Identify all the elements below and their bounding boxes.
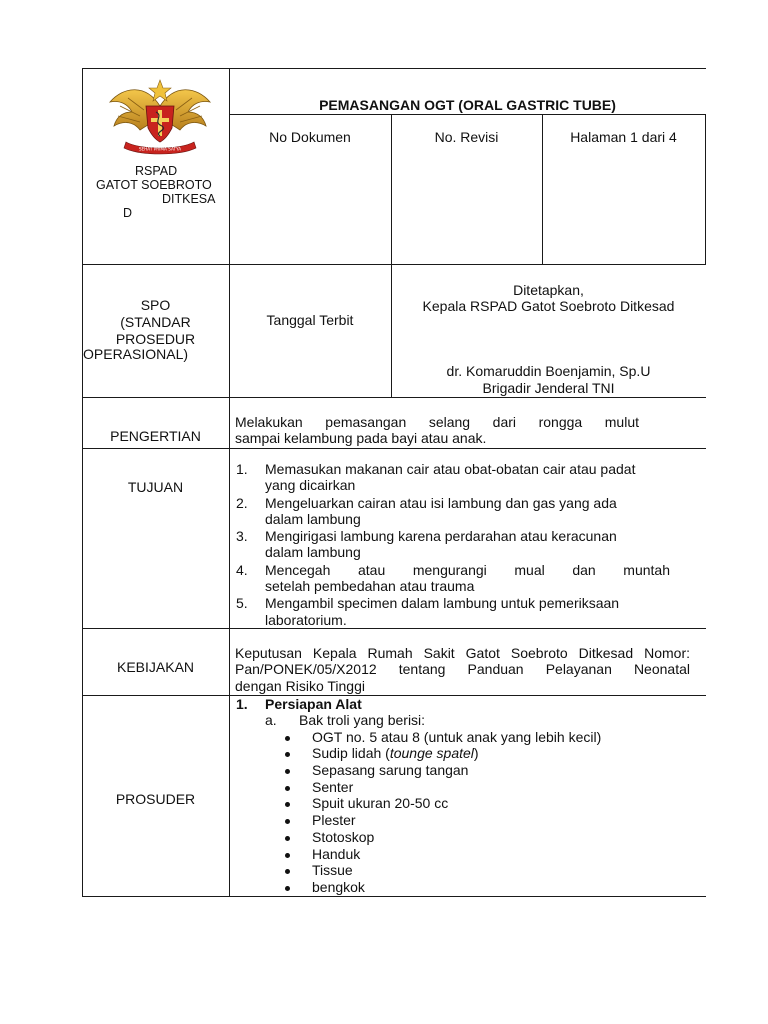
prosedur-step-num: 1. bbox=[236, 696, 248, 712]
tujuan-num-4: 4. bbox=[236, 562, 248, 578]
prosedur-label: PROSUDER bbox=[115, 791, 196, 807]
bullet-dot bbox=[285, 869, 290, 874]
prosedur-item-7: Stotoskop bbox=[312, 829, 375, 845]
no-dokumen-label: No Dokumen bbox=[269, 129, 351, 145]
column-divider-lower bbox=[229, 397, 230, 897]
ditetapkan-label: Ditetapkan, bbox=[513, 282, 584, 298]
pengertian-line-2: sampai kelambung pada bayi atau anak. bbox=[235, 430, 487, 446]
prosedur-item-9: Tissue bbox=[312, 862, 353, 878]
spo-row-divider bbox=[82, 397, 706, 398]
prosedur-item-8: Handuk bbox=[312, 846, 361, 862]
prosedur-item-1: OGT no. 5 atau 8 (untuk anak yang lebih kecil) bbox=[312, 729, 602, 745]
pengertian-line-1: Melakukan pemasangan selang dari rongga mulut bbox=[235, 414, 639, 430]
pejabat-rank: Brigadir Jenderal TNI bbox=[482, 380, 615, 396]
table-border-bottom bbox=[82, 896, 706, 897]
svg-text:SEHAT PRIMA SATYA: SEHAT PRIMA SATYA bbox=[138, 146, 182, 152]
prosedur-sub-num: a. bbox=[265, 712, 277, 728]
tujuan-item-2-line-1: Mengeluarkan cairan atau isi lambung dan gas yang ada bbox=[265, 495, 617, 511]
kebijakan-line-3: dengan Risiko Tinggi bbox=[235, 678, 365, 694]
kebijakan-line-1: Keputusan Kepala Rumah Sakit Gatot Soebroto Ditkesad Nomor: bbox=[235, 645, 690, 661]
bullet-dot bbox=[285, 736, 290, 741]
tujuan-item-1-line-2: yang dicairkan bbox=[265, 477, 356, 493]
prosedur-item-10: bengkok bbox=[312, 879, 365, 895]
spo-label-3: PROSEDUR bbox=[115, 331, 196, 347]
rspad-emblem-icon bbox=[106, 76, 214, 160]
tujuan-num-1: 1. bbox=[236, 461, 248, 477]
prosedur-sub-title: Bak troli yang berisi: bbox=[299, 712, 426, 728]
pengertian-label: PENGERTIAN bbox=[110, 428, 201, 444]
tanggal-terbit-label: Tanggal Terbit bbox=[266, 312, 354, 328]
bullet-dot bbox=[285, 836, 290, 841]
kebijakan-row-divider bbox=[82, 695, 706, 696]
table-border-top bbox=[82, 68, 706, 69]
bullet-dot bbox=[285, 802, 290, 807]
tujuan-item-5-line-1: Mengambil specimen dalam lambung untuk pemeriksaan bbox=[265, 595, 620, 611]
bullet-dot bbox=[285, 853, 290, 858]
org-line-4: D bbox=[123, 206, 133, 220]
no-revisi-label: No. Revisi bbox=[434, 129, 499, 145]
tujuan-label: TUJUAN bbox=[127, 479, 184, 495]
tujuan-item-4-line-2: setelah pembedahan atau trauma bbox=[265, 578, 475, 594]
tujuan-item-3-line-1: Mengirigasi lambung karena perdarahan atau keracunan bbox=[265, 528, 617, 544]
tujuan-item-3-line-2: dalam lambung bbox=[265, 544, 361, 560]
pengertian-row-divider bbox=[82, 448, 706, 449]
bullet-dot bbox=[285, 819, 290, 824]
spo-label-4: OPERASIONAL) bbox=[83, 346, 189, 362]
halaman-label: Halaman 1 dari 4 bbox=[570, 129, 677, 145]
pejabat-name: dr. Komaruddin Boenjamin, Sp.U bbox=[446, 363, 651, 379]
prosedur-item-2 bbox=[312, 745, 479, 762]
tujuan-item-5-line-2: laboratorium. bbox=[265, 612, 347, 628]
tujuan-item-1-line-1: Memasukan makanan cair atau obat-obatan cair atau padat bbox=[265, 461, 636, 477]
org-line-1: RSPAD bbox=[135, 164, 178, 178]
bullet-dot bbox=[285, 769, 290, 774]
prosedur-item-4: Senter bbox=[312, 779, 354, 795]
tujuan-item-2-line-2: dalam lambung bbox=[265, 511, 361, 527]
prosedur-item-6: Plester bbox=[312, 812, 356, 828]
prosedur-item-2-italic: tounge spatel bbox=[389, 745, 474, 761]
column-divider bbox=[229, 68, 230, 398]
header-row-divider bbox=[82, 264, 706, 265]
spo-label-2: (STANDAR bbox=[120, 314, 191, 330]
tujuan-num-2: 2. bbox=[236, 495, 248, 511]
table-border-right-docinfo bbox=[705, 114, 706, 265]
document-title: PEMASANGAN OGT (ORAL GASTRIC TUBE) bbox=[319, 97, 616, 113]
tujuan-item-4-line-1: Mencegah atau mengurangi mual dan muntah bbox=[265, 562, 670, 578]
prosedur-item-2-prefix: Sudip lidah ( bbox=[312, 745, 390, 761]
prosedur-item-5: Spuit ukuran 20-50 cc bbox=[312, 795, 449, 811]
tujuan-num-3: 3. bbox=[236, 528, 248, 544]
bullet-dot bbox=[285, 886, 290, 891]
spo-label-1: SPO bbox=[140, 297, 171, 313]
prosedur-item-2-suffix: ) bbox=[473, 745, 479, 761]
kepala-label: Kepala RSPAD Gatot Soebroto Ditkesad bbox=[422, 298, 675, 314]
org-line-3: DITKESA bbox=[162, 192, 216, 206]
title-row-divider bbox=[229, 114, 706, 115]
kebijakan-line-2: Pan/PONEK/05/X2012 tentang Panduan Pelayanan Neonatal bbox=[235, 661, 690, 677]
prosedur-item-3: Sepasang sarung tangan bbox=[312, 762, 469, 778]
kebijakan-label: KEBIJAKAN bbox=[116, 659, 195, 675]
prosedur-step-title: Persiapan Alat bbox=[265, 696, 362, 712]
bullet-dot bbox=[285, 786, 290, 791]
tujuan-num-5: 5. bbox=[236, 595, 248, 611]
org-line-2: GATOT SOEBROTO bbox=[96, 178, 212, 192]
bullet-dot bbox=[285, 752, 290, 757]
tujuan-row-divider bbox=[82, 628, 706, 629]
